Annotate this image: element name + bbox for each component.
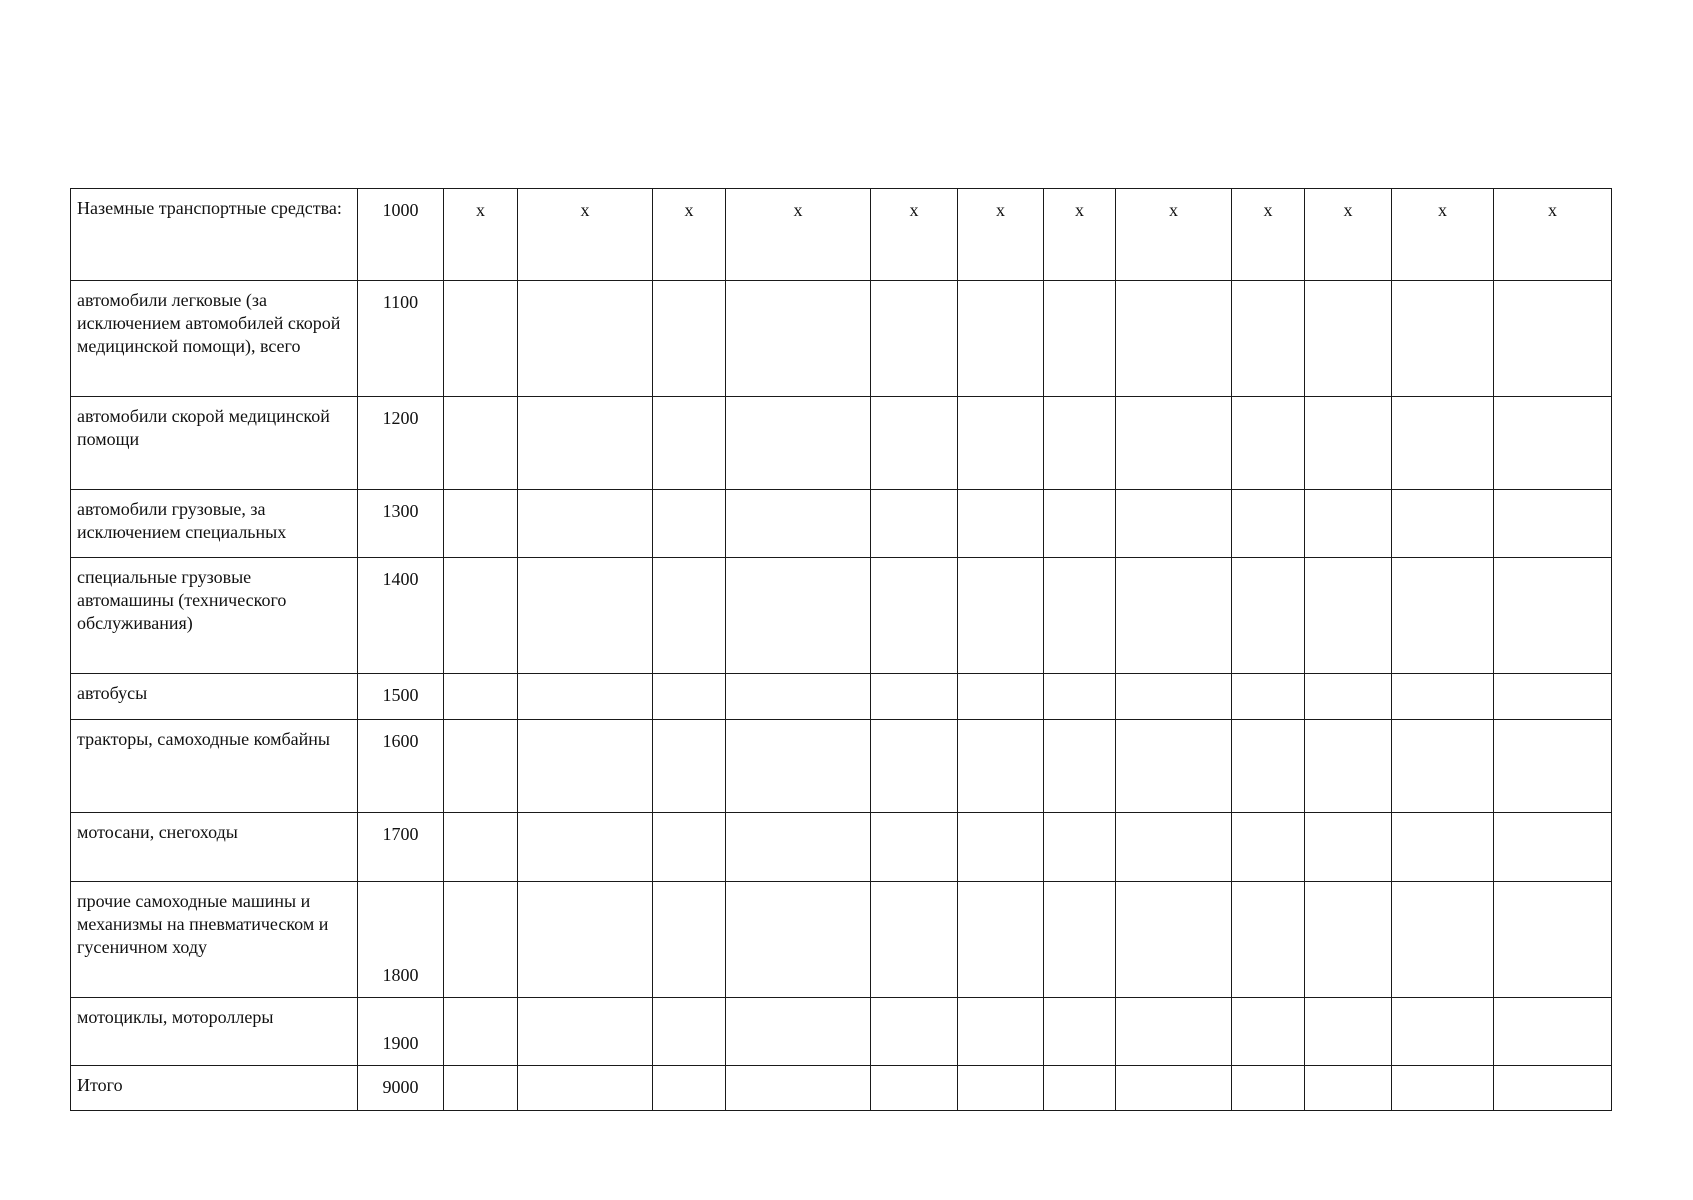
value-cell <box>653 882 726 998</box>
value-cell <box>1305 397 1392 490</box>
row-code-cell: 1100 <box>358 281 444 397</box>
value-cell <box>1116 558 1232 674</box>
value-cell <box>444 882 518 998</box>
row-code-cell: 1400 <box>358 558 444 674</box>
value-cell <box>871 558 958 674</box>
value-cell <box>1116 998 1232 1066</box>
value-cell <box>871 813 958 882</box>
row-name-cell: автомобили скорой медицинской помощи <box>71 397 358 490</box>
value-cell <box>726 674 871 720</box>
value-cell <box>1305 813 1392 882</box>
value-cell <box>1044 281 1116 397</box>
value-cell <box>726 998 871 1066</box>
table-row <box>71 189 1612 281</box>
value-cell <box>1116 720 1232 813</box>
value-cell <box>1494 1066 1612 1111</box>
value-cell <box>1494 490 1612 558</box>
row-code-cell: 9000 <box>358 1066 444 1111</box>
value-cell <box>444 281 518 397</box>
vehicle-report-table <box>70 188 1612 1111</box>
value-cell <box>444 558 518 674</box>
value-cell <box>958 1066 1044 1111</box>
value-cell <box>1494 813 1612 882</box>
value-cell: x <box>871 189 958 281</box>
value-cell <box>1232 882 1305 998</box>
value-cell: x <box>1116 189 1232 281</box>
value-cell <box>1305 490 1392 558</box>
value-cell <box>1232 998 1305 1066</box>
value-cell <box>958 720 1044 813</box>
value-cell <box>1232 558 1305 674</box>
value-cell <box>518 281 653 397</box>
value-cell <box>518 558 653 674</box>
value-cell <box>518 490 653 558</box>
value-cell <box>1392 490 1494 558</box>
value-cell <box>1116 674 1232 720</box>
row-name-cell: мотоциклы, мотороллеры <box>71 998 358 1066</box>
value-cell <box>444 1066 518 1111</box>
value-cell <box>958 281 1044 397</box>
table-row <box>71 813 1612 882</box>
value-cell <box>958 397 1044 490</box>
value-cell <box>444 998 518 1066</box>
row-name-cell: Итого <box>71 1066 358 1111</box>
value-cell <box>958 882 1044 998</box>
value-cell <box>1305 882 1392 998</box>
value-cell <box>726 558 871 674</box>
value-cell: x <box>1305 189 1392 281</box>
value-cell <box>1305 998 1392 1066</box>
row-code-cell: 1600 <box>358 720 444 813</box>
value-cell: x <box>653 189 726 281</box>
value-cell: x <box>1494 189 1612 281</box>
value-cell <box>1392 281 1494 397</box>
value-cell <box>1232 1066 1305 1111</box>
value-cell <box>653 813 726 882</box>
value-cell <box>1044 674 1116 720</box>
row-code-cell: 1200 <box>358 397 444 490</box>
value-cell <box>871 720 958 813</box>
value-cell <box>871 490 958 558</box>
table-row <box>71 674 1612 720</box>
value-cell <box>1116 1066 1232 1111</box>
value-cell <box>1044 1066 1116 1111</box>
table-row <box>71 397 1612 490</box>
row-name-cell: Наземные транспортные средства: <box>71 189 358 281</box>
value-cell <box>1044 998 1116 1066</box>
value-cell <box>1044 558 1116 674</box>
value-cell <box>518 882 653 998</box>
value-cell <box>444 397 518 490</box>
value-cell <box>653 558 726 674</box>
value-cell <box>444 720 518 813</box>
value-cell <box>1494 998 1612 1066</box>
value-cell <box>726 813 871 882</box>
row-name-cell: мотосани, снегоходы <box>71 813 358 882</box>
value-cell <box>726 397 871 490</box>
value-cell <box>1232 720 1305 813</box>
value-cell <box>1494 558 1612 674</box>
table-row <box>71 720 1612 813</box>
value-cell <box>1116 813 1232 882</box>
value-cell <box>518 998 653 1066</box>
value-cell <box>1305 674 1392 720</box>
value-cell <box>444 674 518 720</box>
value-cell <box>871 882 958 998</box>
value-cell <box>1305 558 1392 674</box>
row-name-cell: автобусы <box>71 674 358 720</box>
row-code-cell: 1000 <box>358 189 444 281</box>
value-cell: x <box>1044 189 1116 281</box>
value-cell <box>958 998 1044 1066</box>
value-cell <box>1044 720 1116 813</box>
value-cell <box>1392 882 1494 998</box>
value-cell <box>1392 813 1494 882</box>
value-cell <box>958 674 1044 720</box>
value-cell <box>1232 281 1305 397</box>
value-cell <box>1305 720 1392 813</box>
value-cell <box>1305 281 1392 397</box>
value-cell <box>871 674 958 720</box>
value-cell <box>653 1066 726 1111</box>
value-cell <box>958 490 1044 558</box>
value-cell <box>518 1066 653 1111</box>
value-cell <box>1232 674 1305 720</box>
value-cell <box>653 674 726 720</box>
value-cell <box>1494 882 1612 998</box>
value-cell <box>1392 674 1494 720</box>
value-cell <box>1392 1066 1494 1111</box>
row-name-cell: прочие самоходные машины и механизмы на пневматическом и гусеничном ходу <box>71 882 358 998</box>
value-cell <box>1494 674 1612 720</box>
value-cell <box>726 490 871 558</box>
value-cell <box>1494 720 1612 813</box>
row-name-cell: автомобили легковые (за исключением автомобилей скорой медицинской помощи), всего <box>71 281 358 397</box>
value-cell <box>958 558 1044 674</box>
row-name-cell: автомобили грузовые, за исключением специальных <box>71 490 358 558</box>
value-cell <box>1116 490 1232 558</box>
value-cell: x <box>1232 189 1305 281</box>
table-row <box>71 1066 1612 1111</box>
value-cell <box>726 1066 871 1111</box>
value-cell <box>871 281 958 397</box>
table-row <box>71 558 1612 674</box>
value-cell <box>1044 882 1116 998</box>
value-cell <box>1116 397 1232 490</box>
value-cell <box>1232 813 1305 882</box>
value-cell <box>444 813 518 882</box>
row-name-cell: тракторы, самоходные комбайны <box>71 720 358 813</box>
value-cell <box>1494 281 1612 397</box>
value-cell: x <box>444 189 518 281</box>
row-code-cell: 1800 <box>358 882 444 998</box>
value-cell <box>518 720 653 813</box>
table-row <box>71 490 1612 558</box>
value-cell <box>653 998 726 1066</box>
value-cell <box>518 397 653 490</box>
value-cell <box>726 720 871 813</box>
value-cell <box>1044 813 1116 882</box>
value-cell <box>653 720 726 813</box>
value-cell <box>871 397 958 490</box>
value-cell <box>871 998 958 1066</box>
table-row <box>71 882 1612 998</box>
value-cell <box>1392 558 1494 674</box>
row-code-cell: 1900 <box>358 998 444 1066</box>
value-cell <box>871 1066 958 1111</box>
value-cell <box>1044 397 1116 490</box>
value-cell <box>653 490 726 558</box>
value-cell <box>653 397 726 490</box>
row-name-cell: специальные грузовые автомашины (технического обслуживания) <box>71 558 358 674</box>
table-row <box>71 281 1612 397</box>
value-cell <box>1305 1066 1392 1111</box>
table-body <box>71 189 1612 1111</box>
value-cell <box>1232 490 1305 558</box>
value-cell <box>1044 490 1116 558</box>
value-cell <box>1232 397 1305 490</box>
value-cell <box>518 813 653 882</box>
value-cell: x <box>1392 189 1494 281</box>
value-cell <box>1392 720 1494 813</box>
value-cell <box>1392 998 1494 1066</box>
value-cell <box>653 281 726 397</box>
value-cell <box>726 882 871 998</box>
value-cell: x <box>518 189 653 281</box>
value-cell <box>726 281 871 397</box>
value-cell: x <box>958 189 1044 281</box>
row-code-cell: 1300 <box>358 490 444 558</box>
value-cell <box>1116 882 1232 998</box>
table-row <box>71 998 1612 1066</box>
row-code-cell: 1500 <box>358 674 444 720</box>
value-cell: x <box>726 189 871 281</box>
value-cell <box>1116 281 1232 397</box>
value-cell <box>1494 397 1612 490</box>
value-cell <box>444 490 518 558</box>
row-code-cell: 1700 <box>358 813 444 882</box>
value-cell <box>1392 397 1494 490</box>
value-cell <box>958 813 1044 882</box>
value-cell <box>518 674 653 720</box>
